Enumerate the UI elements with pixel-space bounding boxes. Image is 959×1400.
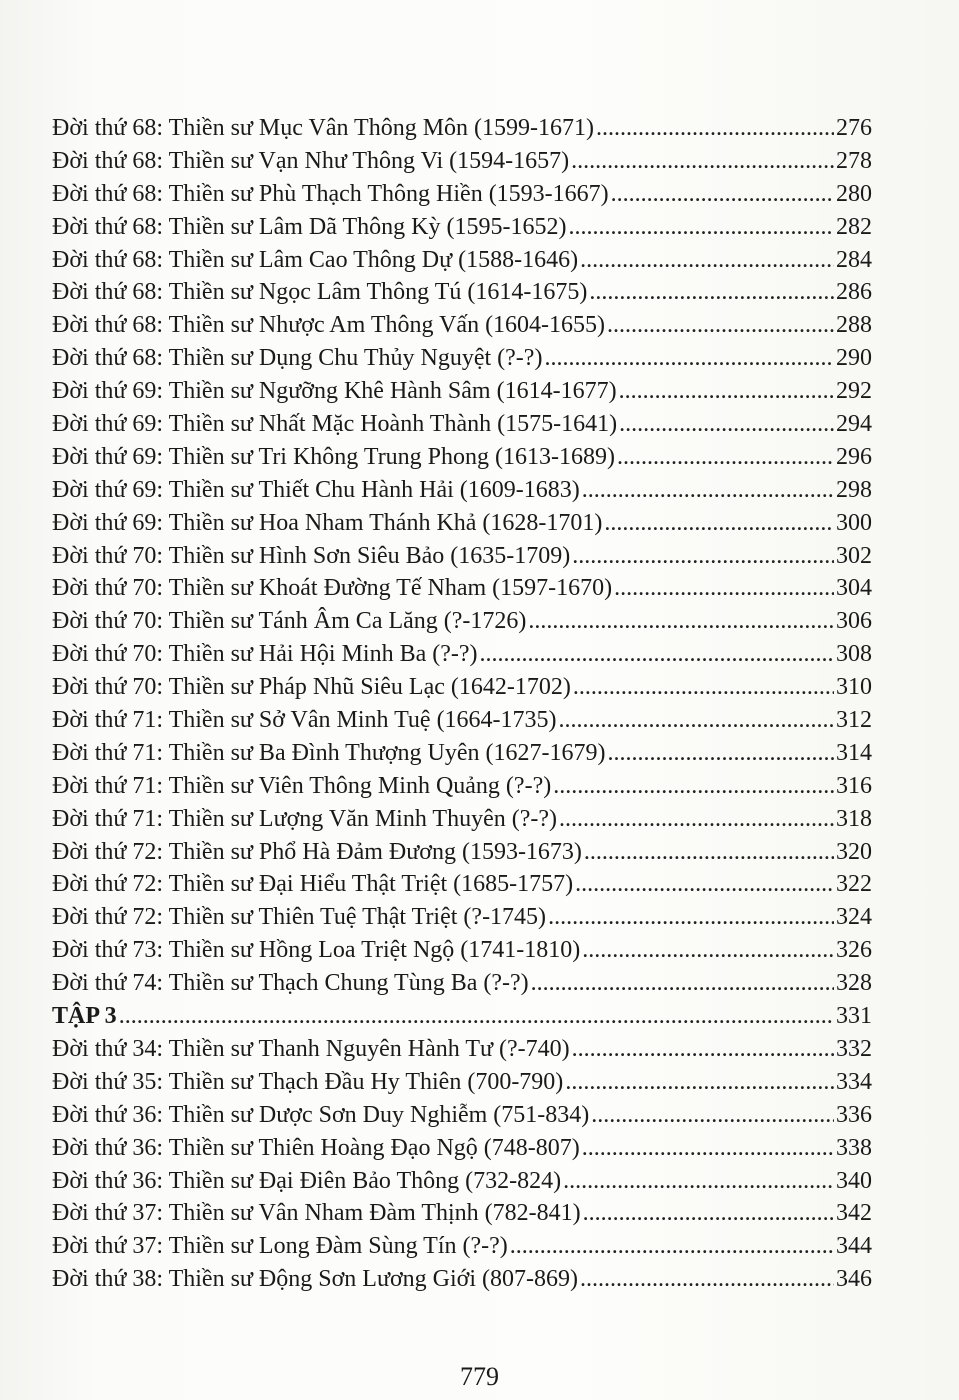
toc-entry-page-number: 322	[836, 871, 872, 898]
toc-entry-title: Đời thứ 36: Thiền sư Đại Điên Bảo Thông (732-824)	[52, 1167, 562, 1194]
toc-entry	[52, 1165, 872, 1198]
toc-dot-leader	[563, 1165, 834, 1198]
toc-entry-title: Đời thứ 69: Thiền sư Nhất Mặc Hoành Thành (1575-1641)	[52, 411, 618, 438]
toc-dot-leader	[596, 112, 834, 145]
toc-entry	[52, 244, 872, 277]
toc-entry-title: Đời thứ 71: Thiền sư Sở Vân Minh Tuệ (1664-1735)	[52, 707, 557, 734]
toc-entry-page-number: 326	[836, 937, 872, 964]
toc-entry-title: Đời thứ 37: Thiền sư Long Đàm Sùng Tín (?-?)	[52, 1233, 508, 1260]
toc-entry-page-number: 340	[836, 1167, 872, 1194]
toc-dot-leader	[553, 770, 834, 803]
toc-entry-title: Đời thứ 70: Thiền sư Tánh Âm Ca Lăng (?-1726)	[52, 608, 527, 635]
toc-dot-leader	[510, 1230, 834, 1263]
toc-entry-page-number: 320	[836, 838, 872, 865]
toc-entry-page-number: 316	[836, 772, 872, 799]
toc-entry-page-number: 278	[836, 147, 872, 174]
toc-entry-title: Đời thứ 68: Thiền sư Dụng Chu Thủy Nguyệt (?-?)	[52, 345, 543, 372]
toc-entry-title: Đời thứ 38: Thiền sư Động Sơn Lương Giới (807-869)	[52, 1266, 578, 1293]
toc-dot-leader	[531, 967, 834, 1000]
toc-dot-leader	[582, 474, 834, 507]
toc-entry	[52, 441, 872, 474]
toc-dot-leader	[582, 934, 834, 967]
toc-entry-title: Đời thứ 36: Thiền sư Thiên Hoàng Đạo Ngộ (748-807)	[52, 1134, 580, 1161]
toc-entry	[52, 1132, 872, 1165]
toc-entry-title: Đời thứ 74: Thiền sư Thạch Chung Tùng Ba (?-?)	[52, 970, 529, 997]
toc-entry	[52, 737, 872, 770]
toc-dot-leader	[617, 441, 834, 474]
toc-entry-page-number: 314	[836, 739, 872, 766]
toc-dot-leader	[591, 1099, 834, 1132]
toc-entry-page-number: 310	[836, 674, 872, 701]
toc-entry-page-number: 298	[836, 476, 872, 503]
toc-entry	[52, 868, 872, 901]
toc-entry	[52, 342, 872, 375]
toc-entry-page-number: 338	[836, 1134, 872, 1161]
toc-dot-leader	[607, 737, 834, 770]
toc-dot-leader	[559, 803, 834, 836]
toc-entry-title: Đời thứ 72: Thiền sư Đại Hiểu Thật Triệt (1685-1757)	[52, 871, 574, 898]
toc-entry	[52, 1066, 872, 1099]
toc-entry-page-number: 300	[836, 509, 872, 536]
toc-entry	[52, 211, 872, 244]
toc-entry-page-number: 280	[836, 180, 872, 207]
toc-entry-title: Đời thứ 69: Thiền sư Hoa Nham Thánh Khả (1628-1701)	[52, 509, 603, 536]
toc-dot-leader	[572, 1033, 834, 1066]
toc-dot-leader	[573, 671, 834, 704]
table-of-contents	[52, 112, 872, 1296]
toc-entry-title: Đời thứ 68: Thiền sư Mục Vân Thông Môn (1599-1671)	[52, 115, 595, 141]
toc-entry-title: Đời thứ 73: Thiền sư Hồng Loa Triệt Ngộ (1741-1810)	[52, 937, 581, 964]
toc-entry-page-number: 308	[836, 641, 872, 668]
toc-entry-page-number: 334	[836, 1068, 872, 1095]
toc-entry-page-number: 342	[836, 1200, 872, 1227]
toc-dot-leader	[568, 211, 834, 244]
toc-entry-page-number: 336	[836, 1101, 872, 1128]
toc-dot-leader	[582, 1132, 834, 1165]
toc-entry-title: Đời thứ 34: Thiền sư Thanh Nguyên Hành Tư (?-740)	[52, 1035, 570, 1062]
toc-entry	[52, 836, 872, 869]
toc-entry-title: Đời thứ 68: Thiền sư Lâm Dã Thông Kỳ (1595-1652)	[52, 213, 567, 240]
toc-entry	[52, 1197, 872, 1230]
toc-entry	[52, 145, 872, 178]
toc-dot-leader	[619, 408, 834, 441]
toc-entry	[52, 507, 872, 540]
toc-entry-title: Đời thứ 37: Thiền sư Vân Nham Đàm Thịnh (782-841)	[52, 1200, 581, 1227]
toc-entry	[52, 671, 872, 704]
toc-entry	[52, 934, 872, 967]
toc-entry	[52, 803, 872, 836]
toc-entry-title: Đời thứ 68: Thiền sư Nhược Am Thông Vấn (1604-1655)	[52, 312, 606, 339]
toc-dot-leader	[544, 342, 834, 375]
toc-dot-leader	[572, 540, 834, 573]
toc-entry	[52, 1033, 872, 1066]
toc-dot-leader	[580, 244, 834, 277]
toc-entry-title: Đời thứ 68: Thiền sư Vạn Như Thông Vi (1594-1657)	[52, 147, 570, 174]
toc-entry-title: Đời thứ 69: Thiền sư Thiết Chu Hành Hải (1609-1683)	[52, 476, 580, 503]
toc-entry-page-number: 324	[836, 904, 872, 931]
toc-entry	[52, 901, 872, 934]
toc-entry	[52, 770, 872, 803]
toc-entry	[52, 638, 872, 671]
toc-entry-page-number: 292	[836, 378, 872, 405]
toc-entry	[52, 178, 872, 211]
toc-entry-page-number: 294	[836, 411, 872, 438]
toc-entry-title: Đời thứ 68: Thiền sư Lâm Cao Thông Dự (1588-1646)	[52, 246, 579, 273]
toc-dot-leader	[575, 868, 834, 901]
toc-entry	[52, 605, 872, 638]
toc-dot-leader	[611, 178, 834, 211]
toc-entry	[52, 375, 872, 408]
toc-entry-title: Đời thứ 70: Thiền sư Khoát Đường Tế Nham (1597-1670)	[52, 575, 613, 602]
toc-dot-leader	[619, 375, 834, 408]
toc-entry-title: Đời thứ 68: Thiền sư Ngọc Lâm Thông Tú (1614-1675)	[52, 279, 588, 306]
toc-entry	[52, 276, 872, 309]
toc-entry	[52, 309, 872, 342]
toc-entry-page-number: 344	[836, 1233, 872, 1260]
toc-entry-page-number: 284	[836, 246, 872, 273]
toc-dot-leader	[583, 1197, 834, 1230]
toc-entry	[52, 1230, 872, 1263]
toc-dot-leader	[119, 1000, 834, 1033]
toc-entry-page-number: 346	[836, 1266, 872, 1293]
toc-entry-title: Đời thứ 71: Thiền sư Viên Thông Minh Quảng (?-?)	[52, 772, 552, 799]
toc-entry	[52, 1099, 872, 1132]
toc-dot-leader	[559, 704, 834, 737]
toc-entry-title: Đời thứ 72: Thiền sư Thiên Tuệ Thật Triệt (?-1745)	[52, 904, 547, 931]
toc-entry-title: Đời thứ 69: Thiền sư Ngưỡng Khê Hành Sâm (1614-1677)	[52, 378, 617, 405]
toc-entry-page-number: 328	[836, 970, 872, 997]
toc-dot-leader	[584, 836, 834, 869]
toc-entry-page-number: 304	[836, 575, 872, 602]
toc-entry	[52, 112, 872, 145]
toc-entry-title: Đời thứ 35: Thiền sư Thạch Đầu Hy Thiên (700-790)	[52, 1068, 564, 1095]
toc-entry-title: Đời thứ 71: Thiền sư Lượng Văn Minh Thuyên (?-?)	[52, 805, 558, 832]
toc-dot-leader	[571, 145, 834, 178]
toc-section-title: TẬP 3	[52, 1003, 117, 1030]
toc-entry-page-number: 331	[836, 1003, 872, 1030]
toc-entry-title: Đời thứ 36: Thiền sư Dược Sơn Duy Nghiễm (751-834)	[52, 1101, 590, 1128]
toc-entry	[52, 1263, 872, 1296]
toc-dot-leader	[589, 276, 834, 309]
toc-entry-title: Đời thứ 71: Thiền sư Ba Đình Thượng Uyên (1627-1679)	[52, 739, 606, 766]
toc-dot-leader	[565, 1066, 834, 1099]
toc-entry-page-number: 282	[836, 213, 872, 240]
toc-dot-leader	[614, 572, 834, 605]
toc-entry-title: Đời thứ 70: Thiền sư Hải Hội Minh Ba (?-?)	[52, 641, 478, 668]
toc-entry	[52, 967, 872, 1000]
toc-entry-page-number: 288	[836, 312, 872, 339]
toc-entry	[52, 408, 872, 441]
toc-entry-title: Đời thứ 70: Thiền sư Pháp Nhũ Siêu Lạc (1642-1702)	[52, 674, 571, 701]
toc-entry-page-number: 312	[836, 707, 872, 734]
toc-entry-page-number: 290	[836, 345, 872, 372]
toc-entry-page-number: 332	[836, 1035, 872, 1062]
toc-entry-page-number: 276	[836, 115, 872, 141]
toc-section-heading	[52, 1000, 872, 1033]
toc-entry-page-number: 286	[836, 279, 872, 306]
toc-dot-leader	[480, 638, 834, 671]
toc-dot-leader	[607, 309, 834, 342]
page-number: 779	[460, 1362, 499, 1391]
toc-dot-leader	[548, 901, 834, 934]
toc-entry-page-number: 318	[836, 805, 872, 832]
toc-dot-leader	[580, 1263, 834, 1296]
toc-entry	[52, 474, 872, 507]
toc-entry-page-number: 296	[836, 443, 872, 470]
toc-entry	[52, 704, 872, 737]
toc-entry-page-number: 306	[836, 608, 872, 635]
toc-dot-leader	[528, 605, 834, 638]
toc-entry-title: Đời thứ 70: Thiền sư Hình Sơn Siêu Bảo (1635-1709)	[52, 542, 571, 569]
toc-entry-title: Đời thứ 68: Thiền sư Phù Thạch Thông Hiền (1593-1667)	[52, 180, 609, 207]
toc-entry-title: Đời thứ 72: Thiền sư Phổ Hà Đảm Đương (1593-1673)	[52, 838, 582, 865]
toc-entry-page-number: 302	[836, 542, 872, 569]
toc-entry-title: Đời thứ 69: Thiền sư Tri Không Trung Phong (1613-1689)	[52, 443, 616, 470]
toc-entry	[52, 572, 872, 605]
toc-entry	[52, 540, 872, 573]
toc-dot-leader	[604, 507, 834, 540]
